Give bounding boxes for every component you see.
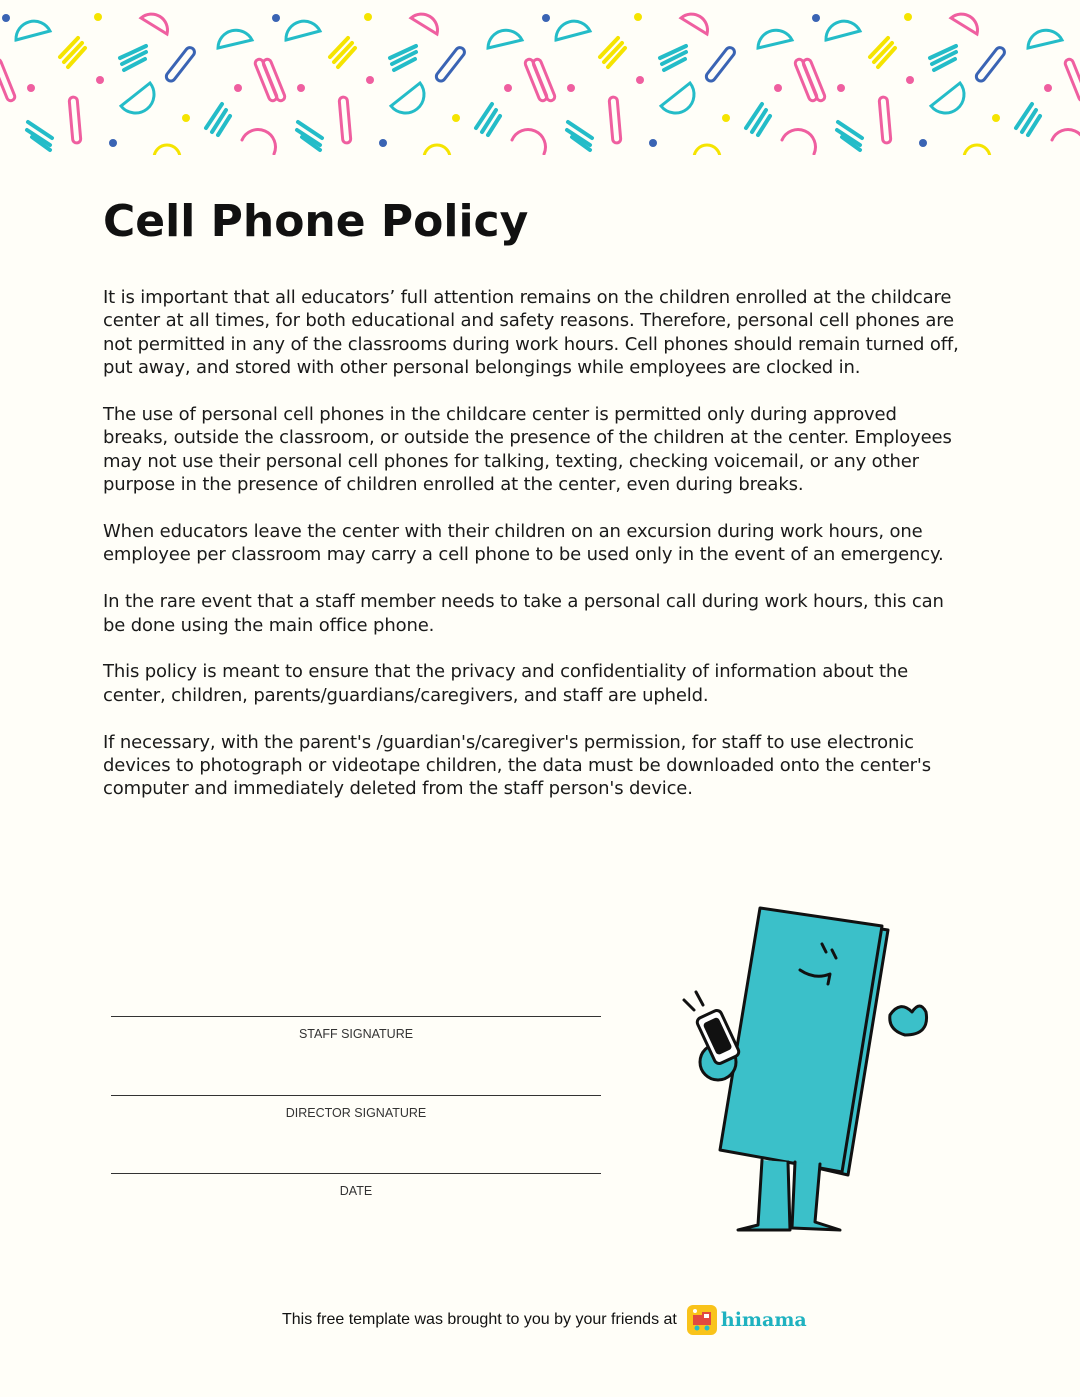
- footer-text: This free template was brought to you by your friends at: [282, 1311, 677, 1328]
- himama-logo[interactable]: [687, 1305, 807, 1335]
- train-icon: [687, 1305, 717, 1335]
- brand-name: himama: [720, 1309, 807, 1331]
- staff-signature-label: STAFF SIGNATURE: [298, 1027, 414, 1041]
- footer: [282, 1305, 807, 1335]
- date-line: [111, 1173, 601, 1198]
- director-signature-line: [111, 1095, 601, 1120]
- confetti-banner: [0, 0, 1080, 155]
- policy-paragraph: In the rare event that a staff member needs to take a personal call during work hours, this can be done using the main office phone.: [103, 591, 944, 636]
- policy-paragraph: If necessary, with the parent's /guardian's/caregiver's permission, for staff to use electronic devices to photograph or videotape children, the data must be downloaded onto the center's computer and immediately deleted from the staff person's device.: [103, 731, 931, 800]
- policy-paragraph: It is important that all educators’ full attention remains on the children enrolled at the childcare center at all times, for both educational and safety reasons. Therefore, personal cell phones are not permitted in any of the classrooms during work hours. Cell phones should remain turned off, put away, and stored with other personal belongings while employees are clocked in.: [103, 287, 959, 379]
- phone-mascot-illustration: [670, 900, 950, 1240]
- policy-body: [103, 286, 963, 824]
- policy-paragraph: This policy is meant to ensure that the privacy and confidentiality of information about the center, children, parents/guardians/caregivers, and staff are upheld.: [103, 661, 909, 706]
- date-label: DATE: [339, 1184, 373, 1198]
- staff-signature-line: [111, 1016, 601, 1041]
- director-signature-label: DIRECTOR SIGNATURE: [285, 1106, 427, 1120]
- page-title: Cell Phone Policy: [103, 196, 529, 247]
- policy-paragraph: The use of personal cell phones in the childcare center is permitted only during approved breaks, outside the classroom, or outside the presence of the children at the center. Employees may not use their personal cell phones for talking, texting, checking voicemail, or any other purpose in the presence of children enrolled at the center, even during breaks.: [103, 404, 952, 496]
- policy-paragraph: When educators leave the center with their children on an excursion during work hours, one employee per classroom may carry a cell phone to be used only in the event of an emergency.: [103, 521, 944, 566]
